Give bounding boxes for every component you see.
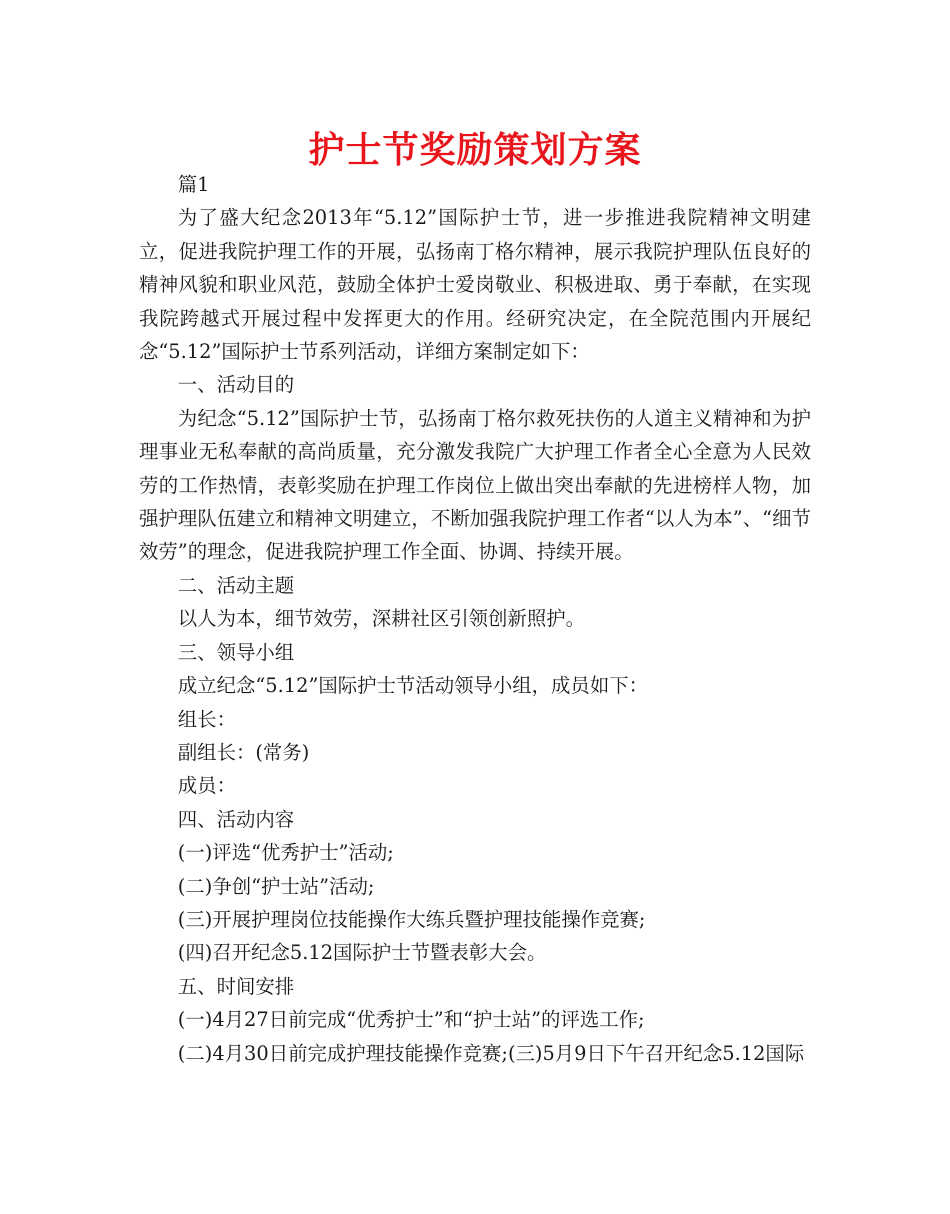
list-item: (三)开展护理岗位技能操作大练兵暨护理技能操作竞赛; (177, 907, 646, 931)
body-line: 成员： (177, 774, 236, 798)
section-label: 篇1 (177, 173, 210, 196)
list-item: (二)争创“护士站”活动; (177, 874, 375, 898)
body-line: 以人为本，细节效劳，深耕社区引领创新照护。 (177, 607, 585, 631)
body-paragraph: 为纪念“5.12”国际护士节，弘扬南丁格尔救死扶伤的人道主义精神和为护理事业无私奉献的高尚质量，充分激发我院广大护理工作者全心全意为人民效劳的工作热情，表彰奖励在护理工作岗位上做出突出奉献的先进榜样人物，加强护理队伍建立和精神文明建立，不断加强我院护理工作者“以人为本”、“细节效劳”的理念，促进我院护理工作全面、协调、持续开展。 (139, 406, 811, 564)
section-heading: 五、时间安排 (177, 974, 295, 998)
list-item: (二)4月30日前完成护理技能操作竞赛;(三)5月9日下午召开纪念5.12国际 (177, 1041, 805, 1065)
section-heading: 二、活动主题 (177, 573, 295, 597)
body-line: 成立纪念“5.12”国际护士节活动领导小组，成员如下： (177, 674, 648, 698)
document-title: 护士节奖励策划方案 (308, 130, 642, 171)
body-line: 副组长：(常务) (177, 740, 310, 764)
document-body (139, 168, 811, 1070)
section-heading: 四、活动内容 (177, 807, 295, 831)
list-item: (四)召开纪念5.12国际护士节暨表彰大会。 (177, 941, 547, 965)
list-item: (一)4月27日前完成“优秀护士”和“护士站”的评选工作; (177, 1008, 645, 1032)
section-heading: 一、活动目的 (177, 373, 295, 397)
section-heading: 三、领导小组 (177, 640, 295, 664)
body-paragraph: 为了盛大纪念2013年“5.12”国际护士节，进一步推进我院精神文明建立，促进我院护理工作的开展，弘扬南丁格尔精神，展示我院护理队伍良好的精神风貌和职业风范，鼓励全体护士爱岗敬业、积极进取、勇于奉献，在实现我院跨越式开展过程中发挥更大的作用。经研究决定，在全院范围内开展纪念“5.12”国际护士节系列活动，详细方案制定如下： (139, 206, 811, 364)
body-line: 组长： (177, 707, 236, 731)
list-item: (一)评选“优秀护士”活动; (177, 841, 394, 865)
